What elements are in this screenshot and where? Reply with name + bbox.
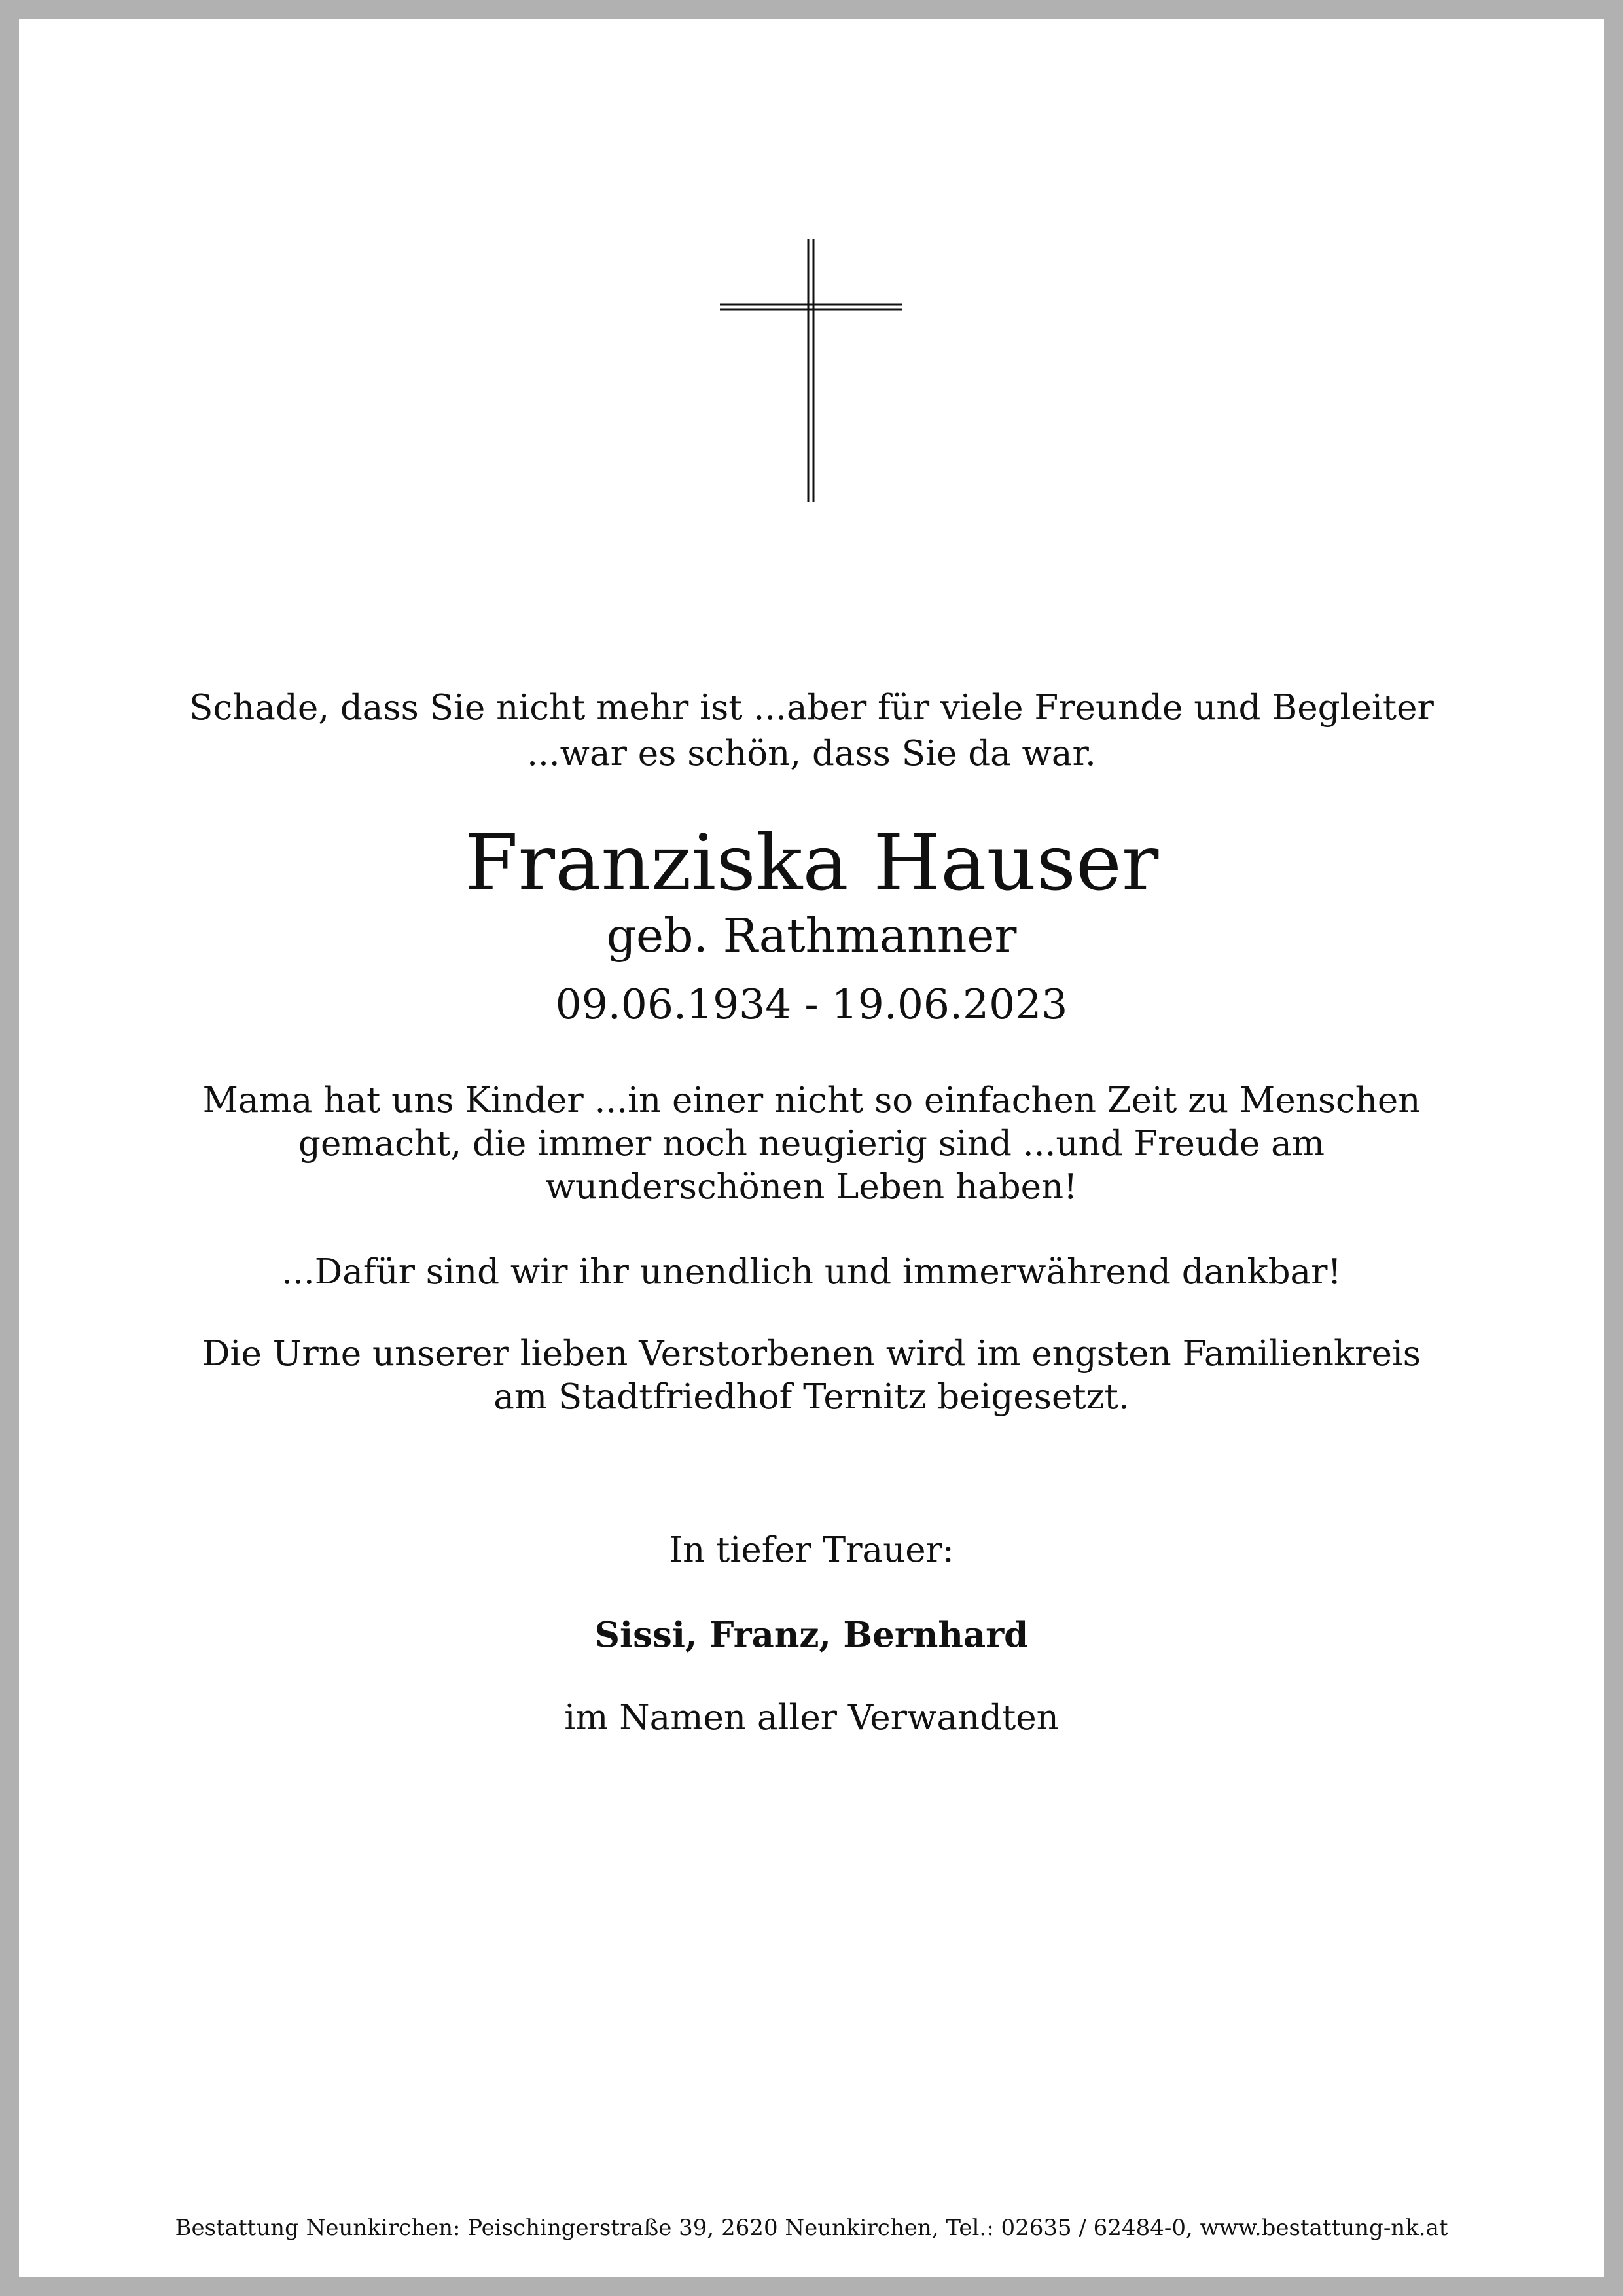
deceased-name: Franziska Hauser [464,817,1159,908]
burial-line: am Stadtfriedhof Ternitz beigesetzt. [493,1377,1130,1417]
memorial-quote-line: ...war es schön, dass Sie da war. [527,734,1096,774]
burial-line: Die Urne unserer lieben Verstorbenen wird im engsten Familienkreis [202,1334,1421,1374]
burial-notice [0,1333,1623,1419]
tribute-line: gemacht, die immer noch neugierig sind ...und Freude am [298,1124,1325,1164]
family-names: Sissi, Franz, Bernhard [594,1615,1029,1655]
tribute-line: Mama hat uns Kinder ...in einer nicht so einfachen Zeit zu Menschen [202,1081,1421,1121]
tribute-line: wunderschönen Leben haben! [545,1167,1078,1207]
memorial-quote-line: Schade, dass Sie nicht mehr ist ...aber für viele Freunde und Begleiter [189,688,1434,728]
memorial-quote [0,685,1623,777]
tribute-paragraph [0,1079,1623,1209]
latin-cross-icon [720,239,902,502]
life-dates: 09.06.1934 - 19.06.2023 [555,980,1068,1028]
maiden-name: geb. Rathmanner [606,908,1017,963]
relatives-note: im Namen aller Verwandten [564,1698,1059,1738]
mourning-intro: In tiefer Trauer: [669,1530,954,1570]
funeral-home-footer: Bestattung Neunkirchen: Peischingerstraße 39, 2620 Neunkirchen, Tel.: 02635 / 62484-0, www.bestattung-nk.at [175,2215,1448,2241]
gratitude-line: ...Dafür sind wir ihr unendlich und immerwährend dankbar! [281,1252,1342,1292]
